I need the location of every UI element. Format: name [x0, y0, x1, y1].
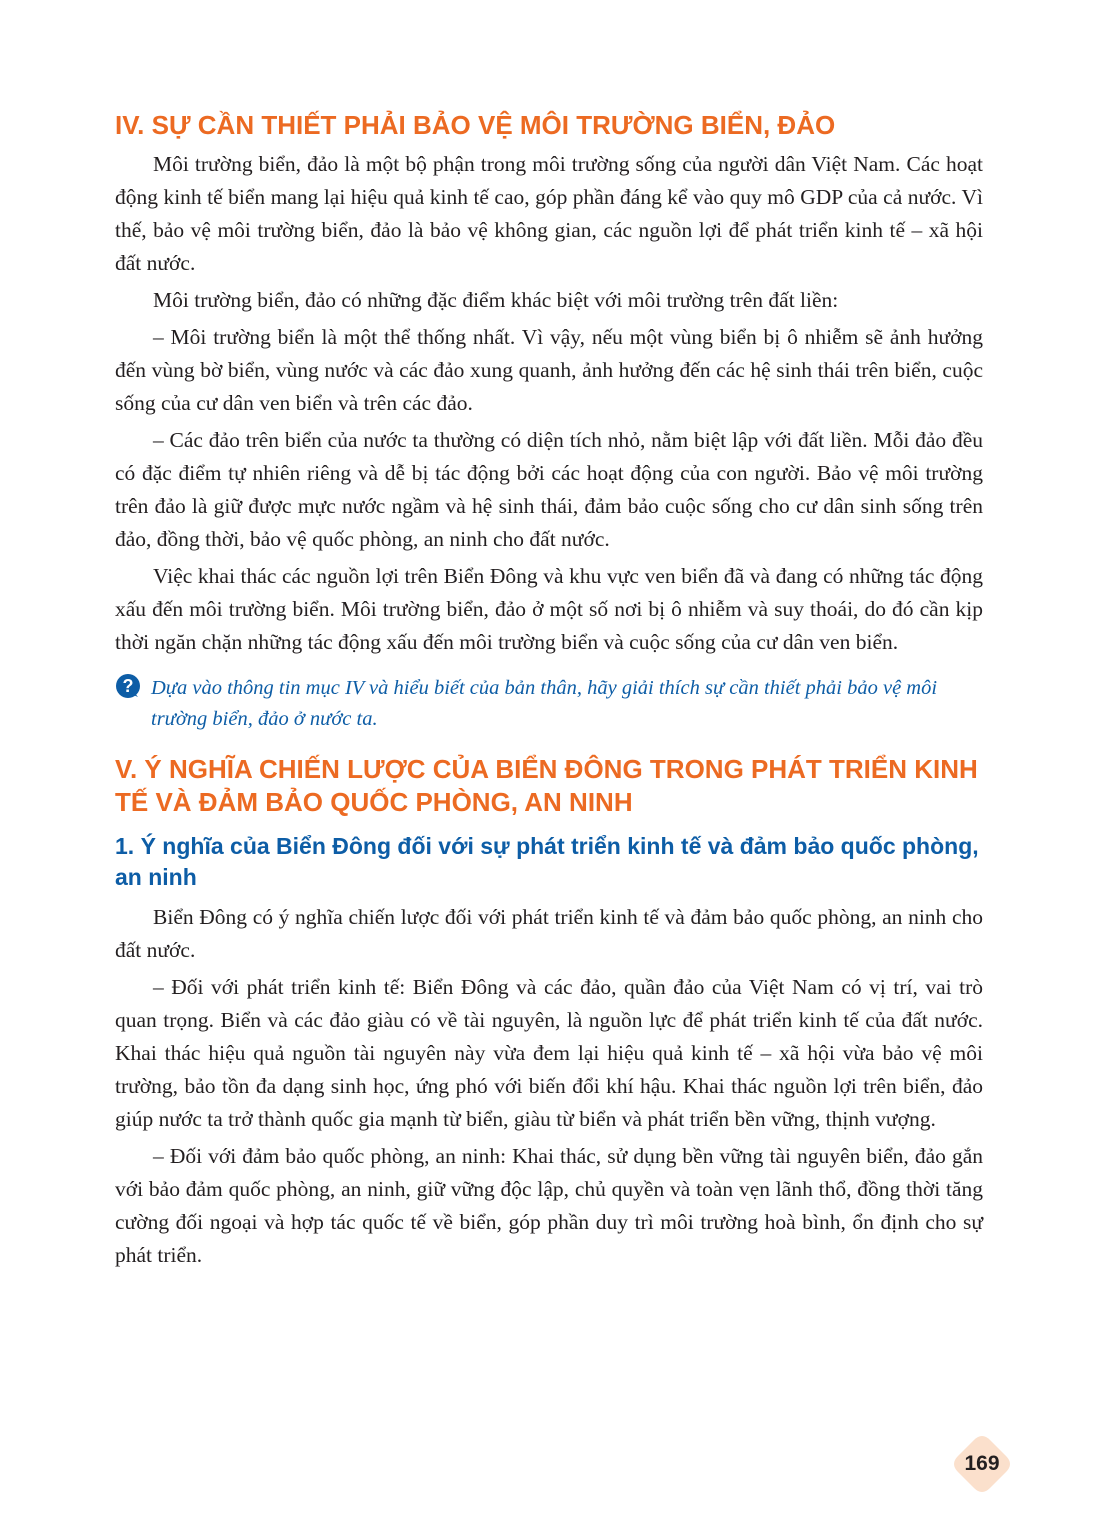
page-number-badge: [950, 1432, 1014, 1496]
section-v-paragraph-3: – Đối với đảm bảo quốc phòng, an ninh: Khai thác, sử dụng bền vững tài nguyên biển, đảo gắn với bảo đảm quốc phòng, an ninh, giữ vững độc lập, chủ quyền và toàn vẹn lãnh thổ, đồng thời tăng cường đối ngoại và hợp tác quốc tế về biển, góp phần duy trì môi trường hoà bình, ổn định cho sự phát triển.: [115, 1144, 983, 1267]
section-v-paragraph-1: Biển Đông có ý nghĩa chiến lược đối với phát triển kinh tế và đảm bảo quốc phòng, an ninh cho đất nước.: [115, 905, 983, 962]
svg-text:?: ?: [122, 676, 134, 696]
section-iv-heading: IV. SỰ CẦN THIẾT PHẢI BẢO VỆ MÔI TRƯỜNG BIỂN, ĐẢO: [115, 110, 836, 140]
page-number: 169: [964, 1452, 1000, 1475]
section-iv-paragraph-5: Việc khai thác các nguồn lợi trên Biển Đông và khu vực ven biển đã và đang có những tác động xấu đến môi trường biển. Môi trường biển, đảo ở một số nơi bị ô nhiễm và suy thoái, do đó cần kịp thời ngăn chặn những tác động xấu đến môi trường biển và cuộc sống của cư dân ven biển.: [115, 564, 983, 654]
page-content: [115, 100, 983, 1276]
section-v-paragraph-2: – Đối với phát triển kinh tế: Biển Đông và các đảo, quần đảo của Việt Nam có vị trí, vai trò quan trọng. Biển và các đảo giàu có về tài nguyên, là nguồn lực để phát triển kinh tế của đất nước. Khai thác hiệu quả nguồn tài nguyên này vừa đem lại hiệu quả kinh tế – xã hội vừa bảo vệ môi trường, bảo tồn đa dạng sinh học, ứng phó với biến đổi khí hậu. Khai thác nguồn lợi trên biển, đảo giúp nước ta trở thành quốc gia mạnh từ biển, giàu từ biển và phát triển bền vững, thịnh vượng.: [115, 975, 983, 1131]
question-box: [115, 673, 983, 735]
section-v-heading: V. Ý NGHĨA CHIẾN LƯỢC CỦA BIỂN ĐÔNG TRONG PHÁT TRIỂN KINH TẾ VÀ ĐẢM BẢO QUỐC PHÒNG, AN NINH: [115, 754, 978, 817]
section-iv-paragraph-4: – Các đảo trên biển của nước ta thường có diện tích nhỏ, nằm biệt lập với đất liền. Mỗi đảo đều có đặc điểm tự nhiên riêng và dễ bị tác động bởi các hoạt động của con người. Bảo vệ môi trường trên đảo là giữ được mực nước ngầm và hệ sinh thái, đảm bảo cuộc sống cho cư dân sinh sống trên đảo, đồng thời, bảo vệ quốc phòng, an ninh cho đất nước.: [115, 428, 983, 551]
question-icon: [115, 673, 141, 699]
section-iv-paragraph-1: Môi trường biển, đảo là một bộ phận trong môi trường sống của người dân Việt Nam. Các hoạt động kinh tế biển mang lại hiệu quả kinh tế cao, góp phần đáng kể vào quy mô GDP của cả nước. Vì thế, bảo vệ môi trường biển, đảo là bảo vệ không gian, các nguồn lợi để phát triển kinh tế – xã hội đất nước.: [115, 152, 983, 275]
section-v-subheading: 1. Ý nghĩa của Biển Đông đối với sự phát triển kinh tế và đảm bảo quốc phòng, an ninh: [115, 833, 979, 890]
section-iv-paragraph-2: Môi trường biển, đảo có những đặc điểm khác biệt với môi trường trên đất liền:: [153, 288, 839, 312]
section-iv-paragraph-3: – Môi trường biển là một thể thống nhất. Vì vậy, nếu một vùng biển bị ô nhiễm sẽ ảnh hưởng đến vùng bờ biển, vùng nước và các đảo xung quanh, ảnh hưởng đến các hệ sinh thái trên biển, cuộc sống của cư dân ven biển và trên các đảo.: [115, 325, 983, 415]
question-text: Dựa vào thông tin mục IV và hiểu biết của bản thân, hãy giải thích sự cần thiết phải bảo vệ môi trường biển, đảo ở nước ta.: [151, 677, 938, 730]
